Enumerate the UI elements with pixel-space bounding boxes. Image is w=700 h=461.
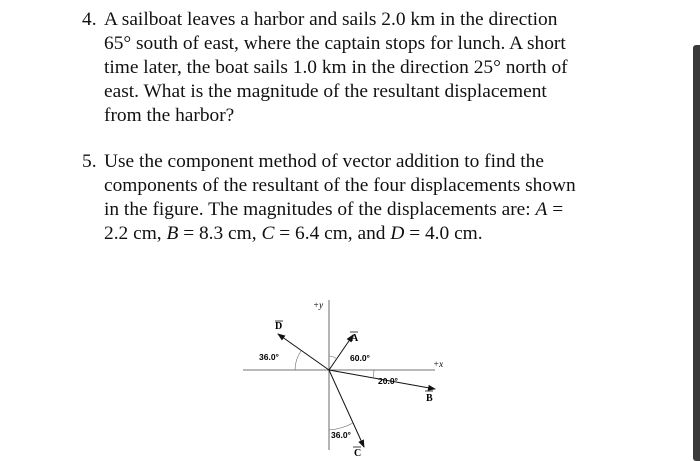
text-line: in the figure. The magnitudes of the displacements are: A = <box>104 199 564 220</box>
vector-C-angle: 36.0° <box>331 430 351 440</box>
problem-number: 5. <box>82 151 97 172</box>
text-line: 65° south of east, where the captain stops for lunch. A short <box>104 33 566 54</box>
vector-B-angle: 20.0° <box>378 376 398 386</box>
vector-D-label: D <box>275 321 283 332</box>
vector-A-label: A <box>351 333 359 344</box>
y-axis-label: +y <box>313 300 324 310</box>
text-line: components of the resultant of the four displacements shown <box>104 175 576 196</box>
symbol-B: B <box>166 223 179 244</box>
problem-5 <box>82 150 642 246</box>
vector-A-angle-arc <box>329 356 337 359</box>
symbol-C: C <box>261 223 275 244</box>
vector-B-angle-arc <box>373 370 374 378</box>
text-line: A sailboat leaves a harbor and sails 2.0 km in the direction <box>104 9 558 30</box>
problem-text <box>104 150 642 246</box>
vector-B-label: B <box>426 393 433 404</box>
x-axis-label: +x <box>433 359 444 369</box>
vector-figure <box>240 290 450 461</box>
symbol-D: D <box>390 223 405 244</box>
vector-C-angle-arc <box>329 423 353 430</box>
text-line: time later, the boat sails 1.0 km in the direction 25° north of <box>104 57 568 78</box>
vector-D-arrow <box>278 334 329 370</box>
text-line: from the harbor? <box>104 105 235 126</box>
text-line: east. What is the magnitude of the resultant displacement <box>104 81 547 102</box>
vector-A-angle: 60.0° <box>350 353 370 363</box>
problem-4 <box>82 8 642 128</box>
symbol-A: A <box>535 199 548 220</box>
scrollbar[interactable] <box>693 45 700 461</box>
vector-D-angle: 36.0° <box>259 352 279 362</box>
problem-text <box>104 8 642 128</box>
problem-number: 4. <box>82 9 97 30</box>
vector-D-angle-arc <box>295 351 301 370</box>
text-line: Use the component method of vector addition to find the <box>104 151 544 172</box>
vector-C-label: C <box>354 448 362 459</box>
text-line: 2.2 cm, B = 8.3 cm, C = 6.4 cm, and D = 4.0 cm. <box>104 223 483 244</box>
